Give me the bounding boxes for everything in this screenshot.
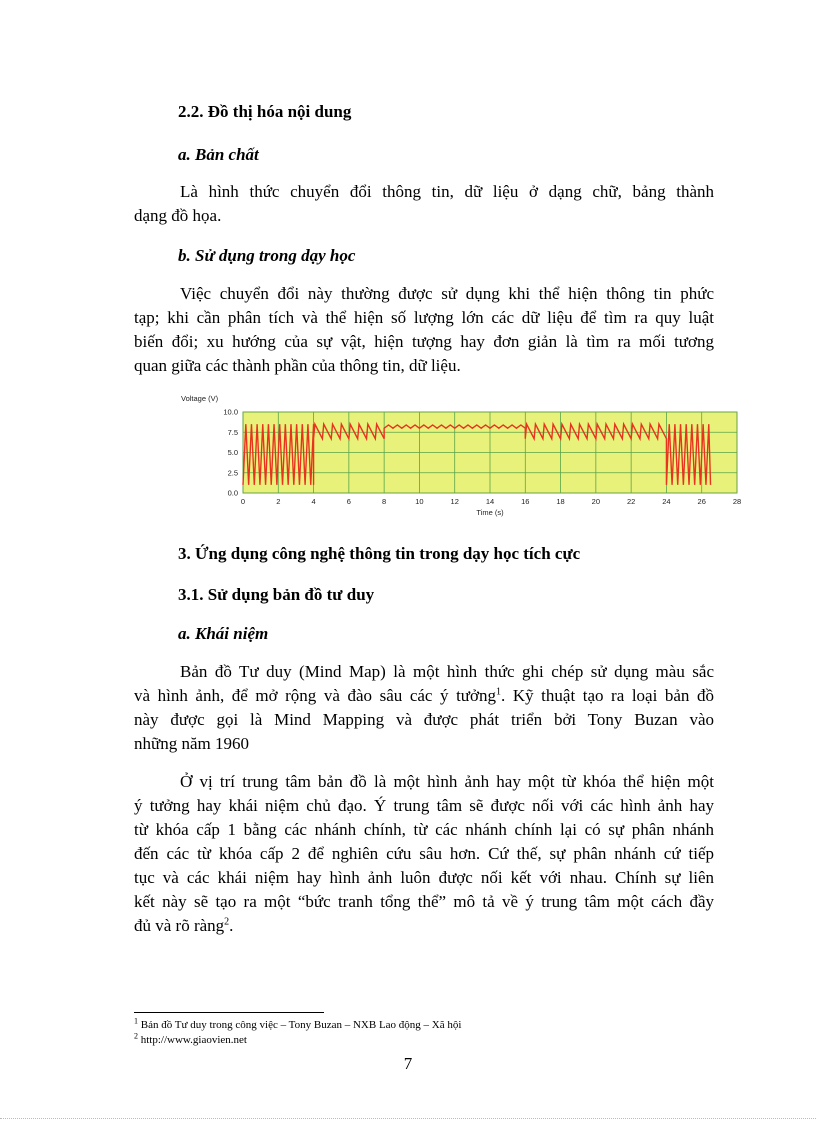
- footnote-number: 1: [134, 1016, 138, 1026]
- x-tick-label: 28: [732, 497, 742, 506]
- x-tick-labels: [241, 497, 741, 506]
- x-tick-label: 8: [382, 497, 387, 506]
- footnote-2[interactable]: [134, 1031, 247, 1046]
- footnote-1: [134, 1016, 462, 1031]
- text-line: Bản đồ Tư duy (Mind Map) là một hình thức ghi chép sử dụng màu sắc: [180, 662, 714, 681]
- footnote-divider: [134, 1012, 324, 1013]
- paragraph-su-dung: [134, 282, 714, 378]
- heading-2-2: 2.2. Đồ thị hóa nội dung: [178, 102, 352, 121]
- page-bottom-border: [0, 1118, 816, 1119]
- x-axis-label: Time (s): [476, 508, 504, 517]
- y-tick-label: 10.0: [223, 407, 238, 417]
- y-tick-label: 5.0: [227, 448, 238, 457]
- text-line: Ở vị trí trung tâm bản đồ là một hình ảnh hay một từ khóa thể hiện một: [180, 772, 714, 791]
- x-tick-label: 26: [697, 497, 706, 506]
- page-number: 7: [403, 1054, 413, 1073]
- text-segment: đủ và rõ ràng: [134, 916, 225, 935]
- y-axis-label: Voltage (V): [181, 394, 219, 403]
- x-tick-label: 0: [240, 497, 246, 506]
- footnote-ref-1[interactable]: 1: [496, 686, 502, 698]
- x-tick-label: 12: [450, 497, 459, 506]
- text-line: từ khóa cấp 1 bằng các nhánh chính, từ các nhánh chính lại có sự phân nhánh: [134, 820, 714, 839]
- text-line: tạp; khi cần phân tích và thể hiện số lượng lớn các dữ liệu để tìm ra quy luật: [134, 308, 714, 327]
- footnote-ref-2[interactable]: 2: [224, 916, 230, 928]
- y-tick-label: 2.5: [227, 468, 238, 478]
- x-tick-label: 10: [415, 497, 424, 506]
- heading-3-1: 3.1. Sử dụng bản đồ tư duy: [178, 585, 375, 604]
- subheading-a-khai-niem: a. Khái niệm: [178, 624, 269, 643]
- paragraph-mind-map-definition: [134, 660, 714, 756]
- x-tick-label: 22: [626, 497, 636, 506]
- x-tick-label: 18: [556, 497, 565, 506]
- chart-svg: [180, 392, 742, 528]
- y-tick-labels: [223, 408, 238, 498]
- y-tick-label: 0.0: [227, 488, 238, 498]
- paragraph-ban-chat: [134, 180, 714, 228]
- text-line: [134, 684, 714, 708]
- text-segment: và hình ảnh, để mở rộng và đào sâu các ý tưởng: [134, 686, 497, 705]
- text-line: tục và các khái niệm hay hình ảnh luôn được nối kết với nhau. Chính sự liên: [134, 868, 714, 887]
- text-line: quan giữa các thành phần của thông tin, dữ liệu.: [134, 356, 461, 375]
- x-tick-label: 2: [276, 497, 281, 506]
- subheading-b-su-dung: b. Sử dụng trong dạy học: [178, 246, 356, 265]
- text-line: kết này sẽ tạo ra một “bức tranh tổng thể” mô tả về ý trung tâm một cách đầy: [134, 892, 714, 911]
- text-line: Việc chuyển đổi này thường được sử dụng khi thể hiện thông tin phức: [180, 284, 714, 303]
- paragraph-mind-map-structure: [134, 770, 714, 938]
- voltage-time-chart: [180, 392, 742, 528]
- y-tick-label: 7.5: [227, 427, 238, 437]
- text-segment: . Kỹ thuật tạo ra loại bản đồ: [501, 686, 714, 705]
- x-tick-label: 24: [662, 497, 671, 506]
- text-line: đến các từ khóa cấp 2 để nghiên cứu sâu hơn. Cứ thế, sự phân nhánh cứ tiếp: [134, 844, 714, 863]
- text-segment: .: [229, 916, 234, 935]
- x-tick-label: 16: [521, 497, 530, 506]
- text-line: [134, 914, 714, 938]
- footnote-link[interactable]: http://www.giaovien.net: [140, 1034, 247, 1046]
- text-line: những năm 1960: [134, 734, 249, 753]
- text-line: dạng đồ họa.: [134, 206, 222, 225]
- footnote-number: 2: [134, 1031, 138, 1041]
- text-line: Là hình thức chuyển đổi thông tin, dữ liệu ở dạng chữ, bảng thành: [180, 182, 714, 201]
- x-tick-label: 6: [346, 497, 351, 506]
- subheading-a-ban-chat: a. Bản chất: [178, 145, 259, 164]
- text-line: này được gọi là Mind Mapping và được phát triển bởi Tony Buzan vào: [134, 710, 714, 729]
- x-tick-label: 4: [311, 497, 316, 506]
- text-line: ý tưởng hay khái niệm chủ đạo. Ý trung tâm sẽ được nối với các hình ảnh hay: [134, 796, 714, 815]
- x-tick-label: 14: [485, 497, 495, 506]
- footnote-text: Bản đồ Tư duy trong công việc – Tony Buzan – NXB Lao động – Xã hội: [140, 1019, 462, 1031]
- text-line: biến đổi; xu hướng của sự vật, hiện tượng hay đơn giản là tìm ra mối tương: [134, 332, 714, 351]
- x-tick-label: 20: [591, 497, 601, 506]
- heading-3: 3. Ứng dụng công nghệ thông tin trong dạy học tích cực: [178, 544, 581, 563]
